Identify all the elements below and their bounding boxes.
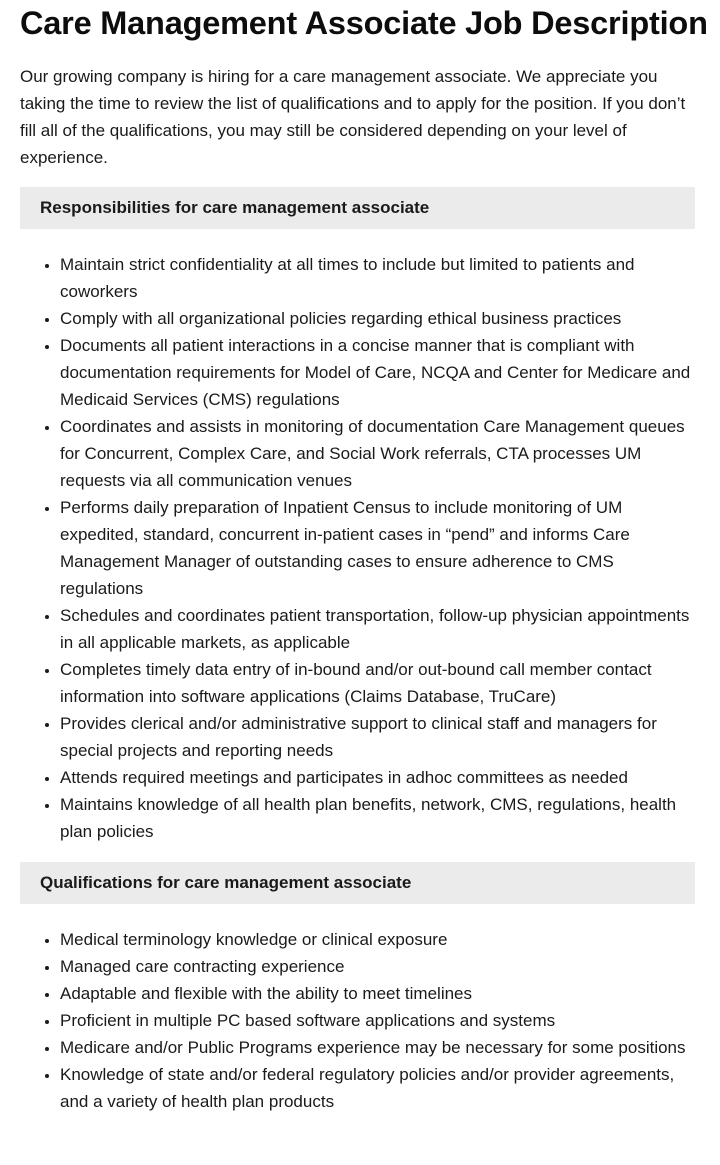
- list-item: • Medicare and/or Public Programs experience may be necessary for some positions: [60, 1034, 695, 1061]
- list-item: • Medical terminology knowledge or clinical exposure: [60, 926, 695, 953]
- list-item: • Knowledge of state and/or federal regulatory policies and/or provider agreements, and a variety of health plan products: [60, 1061, 695, 1115]
- qualifications-list: [20, 926, 695, 1115]
- list-item: • Adaptable and flexible with the ability to meet timelines: [60, 980, 695, 1007]
- list-item: • Maintain strict confidentiality at all times to include but limited to patients and coworkers: [60, 251, 695, 305]
- responsibilities-heading: Responsibilities for care management associate: [20, 187, 695, 229]
- list-item: • Managed care contracting experience: [60, 953, 695, 980]
- intro-paragraph: Our growing company is hiring for a care management associate. We appreciate you taking the time to review the list of qualifications and to apply for the position. If you don’t fill all of the qualifications, you may still be considered depending on your level of experience.: [20, 67, 686, 167]
- list-item: • Provides clerical and/or administrative support to clinical staff and managers for special projects and reporting needs: [60, 710, 695, 764]
- page-title: Care Management Associate Job Description: [20, 5, 708, 41]
- list-item: • Comply with all organizational policies regarding ethical business practices: [60, 305, 695, 332]
- list-item: • Performs daily preparation of Inpatient Census to include monitoring of UM expedited, standard, concurrent in-patient cases in “pend” and informs Care Management Manager of outstanding cases to ensure adherence to CMS regulations: [60, 494, 695, 602]
- list-item: • Documents all patient interactions in a concise manner that is compliant with documentation requirements for Model of Care, NCQA and Center for Medicare and Medicaid Services (CMS) regulations: [60, 332, 695, 413]
- responsibilities-list: [20, 251, 695, 845]
- list-item: • Attends required meetings and participates in adhoc committees as needed: [60, 764, 695, 791]
- list-item: • Maintains knowledge of all health plan benefits, network, CMS, regulations, health plan policies: [60, 791, 695, 845]
- list-item: • Coordinates and assists in monitoring of documentation Care Management queues for Concurrent, Complex Care, and Social Work referrals, CTA processes UM requests via all communication venues: [60, 413, 695, 494]
- list-item: • Schedules and coordinates patient transportation, follow-up physician appointments in all applicable markets, as applicable: [60, 602, 695, 656]
- list-item: • Proficient in multiple PC based software applications and systems: [60, 1007, 695, 1034]
- qualifications-heading: Qualifications for care management associate: [20, 862, 695, 904]
- list-item: • Completes timely data entry of in-bound and/or out-bound call member contact information into software applications (Claims Database, TruCare): [60, 656, 695, 710]
